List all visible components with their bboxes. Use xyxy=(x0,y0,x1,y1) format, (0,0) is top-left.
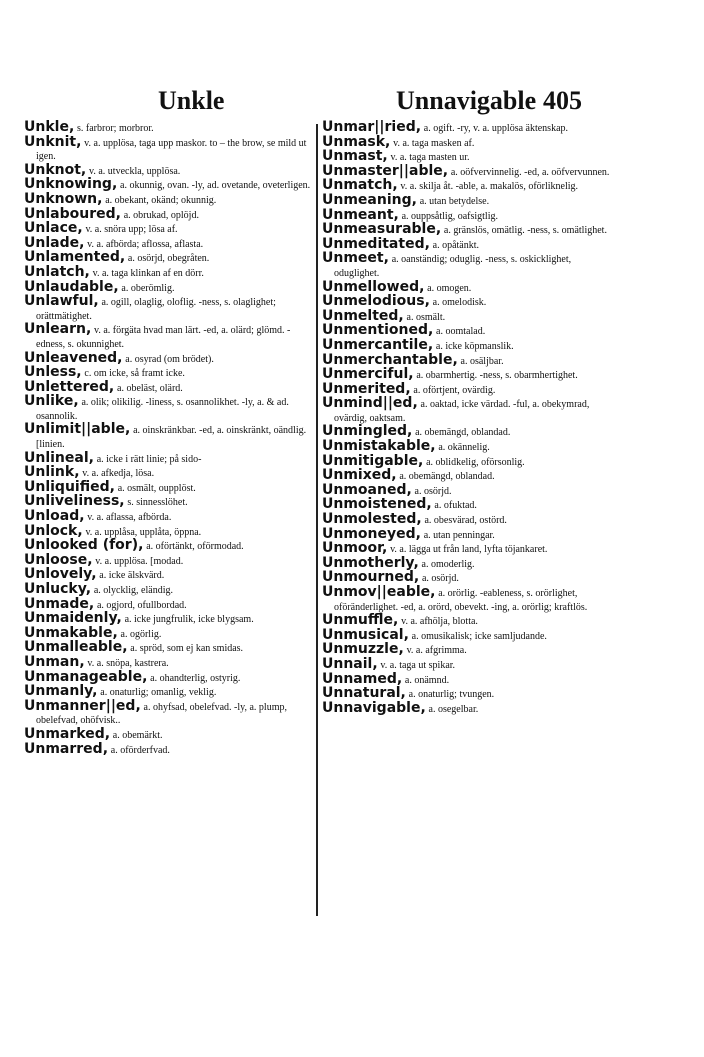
entry-definition: v. a. förgäta hvad man lärt. -ed, a. olärd; glömd. -edness, s. okunnighet. xyxy=(36,325,291,350)
dictionary-entry xyxy=(24,295,318,323)
entry-headword: Unmoneyed, xyxy=(322,525,421,542)
right-running-head: Unnavigable xyxy=(396,86,537,115)
entry-definition: v. a. upplåsa, upplåta, öppna. xyxy=(85,526,202,538)
entry-definition: a. ogörlig. xyxy=(120,628,162,640)
entry-definition: a. oförderfvad. xyxy=(110,744,170,756)
entry-headword: Unknit, xyxy=(24,133,82,150)
entry-definition: a. obemängd, oblandad. xyxy=(415,427,511,439)
entry-headword: Unmuzzle, xyxy=(322,641,404,658)
entry-headword: Unlooked (for), xyxy=(24,537,144,554)
entry-definition: a. okunnig, ovan. -ly, ad. ovetande, oveterligen. xyxy=(120,180,311,192)
entry-headword: Unlawful, xyxy=(24,293,99,310)
entry-headword: Unknot, xyxy=(24,161,87,178)
entry-headword: Unmotherly, xyxy=(322,554,419,571)
entry-definition: a. ogift. -ry, v. a. upplösa äktenskap. xyxy=(423,123,569,134)
dictionary-entry xyxy=(322,586,618,614)
entry-headword: Unnatural, xyxy=(322,685,406,702)
entry-definition: a. icke köpmanslik. xyxy=(435,340,514,352)
column-divider xyxy=(316,124,318,916)
entry-headword: Unlaudable, xyxy=(24,278,119,295)
entry-definition: s. sinnesslöhet. xyxy=(127,497,188,509)
entry-definition: v. a. taga klinkan af en dörr. xyxy=(92,267,204,279)
entry-definition: v. a. upplösa, taga upp maskor. to – the brow, se mild ut igen. xyxy=(36,137,307,163)
entry-definition: a. ohandterlig, ostyrig. xyxy=(150,672,241,684)
dictionary-entry xyxy=(322,699,618,717)
entry-definition: a. oblidkelig, oförsonlig. xyxy=(426,456,525,468)
entry-definition: a. obrukad, oplöjd. xyxy=(123,209,199,221)
entry-headword: Unleavened, xyxy=(24,349,123,366)
entry-headword: Unlink, xyxy=(24,464,80,481)
entry-headword: Unlovely, xyxy=(24,566,97,583)
entry-headword: Unlaboured, xyxy=(24,205,121,222)
entry-headword: Unmelodious, xyxy=(322,293,430,310)
entry-headword: Unlike, xyxy=(24,393,79,410)
entry-headword: Unmaidenly, xyxy=(24,610,122,627)
entry-definition: a. oomtalad. xyxy=(436,326,486,338)
entry-headword: Unmourned, xyxy=(322,569,420,586)
entry-headword: Unmakable, xyxy=(24,624,118,641)
entry-headword: Unkle, xyxy=(24,119,75,135)
entry-definition: s. farbror; morbror. xyxy=(77,123,154,134)
entry-headword: Unmeet, xyxy=(322,250,389,267)
entry-definition: a. olik; olikilig. -liness, s. osannolikhet. -ly, a. & ad. osannolik. xyxy=(36,397,289,422)
entry-headword: Unnavigable, xyxy=(322,699,426,716)
entry-headword: Unmarked, xyxy=(24,725,111,742)
entry-definition: a. osörjd. xyxy=(414,485,452,497)
entry-headword: Unmade, xyxy=(24,595,95,612)
entry-headword: Unmuffle, xyxy=(322,612,399,629)
entry-headword: Unmerchantable, xyxy=(322,351,458,368)
entry-definition: a. utan betydelse. xyxy=(419,195,490,207)
entry-headword: Unlade, xyxy=(24,234,85,251)
entry-definition: a. obemängd, oblandad. xyxy=(399,471,495,483)
entry-definition: a. okännelig. xyxy=(438,442,490,454)
entry-headword: Unmentioned, xyxy=(322,322,434,339)
entry-headword: Unmercantile, xyxy=(322,336,434,353)
right-column xyxy=(322,121,618,716)
entry-definition: v. a. aflassa, afbörda. xyxy=(87,512,172,524)
entry-definition: a. oförtänkt, oförmodad. xyxy=(146,541,244,553)
entry-headword: Unmanageable, xyxy=(24,668,148,685)
entry-headword: Unloose, xyxy=(24,551,93,568)
entry-definition: a. ogjord, ofullbordad. xyxy=(96,599,187,611)
entry-headword: Unmeant, xyxy=(322,206,399,223)
entry-definition: v. a. skilja åt. -able, a. makalös, oförliknelig. xyxy=(400,181,579,193)
entry-headword: Unmalleable, xyxy=(24,639,128,656)
entry-headword: Unmanner||ed, xyxy=(24,697,141,714)
entry-definition: a. orörlig. -eableness, s. orörlighet, oföränderlighet. -ed, a. orörd, obevekt. -ing, a. orörlig; kraftlös. xyxy=(334,588,588,613)
entry-definition: a. oaktad, icke värdad. -ful, a. obekymrad, ovärdig, oaktsam. xyxy=(334,399,590,424)
entry-headword: Unload, xyxy=(24,508,85,525)
entry-definition: v. a. upplösa. [modad. xyxy=(95,555,184,567)
entry-definition: v. a. afbörda; aflossa, aflasta. xyxy=(87,238,204,250)
entry-definition: a. ouppsåtlig, oafsigtlig. xyxy=(401,210,498,222)
entry-headword: Unknowing, xyxy=(24,176,118,193)
entry-definition: a. onaturlig; omanlig, veklig. xyxy=(100,687,217,699)
dictionary-entry xyxy=(24,395,318,423)
page-number: 405 xyxy=(543,86,582,115)
entry-definition: a. ofuktad. xyxy=(434,500,477,512)
entry-headword: Unnail, xyxy=(322,655,378,672)
entry-definition: a. oberömlig. xyxy=(121,282,175,294)
dictionary-entry xyxy=(24,423,318,451)
entry-headword: Unmingled, xyxy=(322,423,413,440)
entry-headword: Unmoaned, xyxy=(322,481,412,498)
entry-headword: Unmoistened, xyxy=(322,496,432,513)
entry-definition: a. osmält. xyxy=(406,311,446,323)
entry-definition: a. utan penningar. xyxy=(423,529,495,541)
entry-definition: a. omusikalisk; icke samljudande. xyxy=(411,630,547,642)
entry-headword: Unmast, xyxy=(322,148,388,165)
dictionary-entry xyxy=(24,740,318,758)
entry-definition: a. omelodisk. xyxy=(432,297,487,309)
dictionary-entry xyxy=(322,397,618,425)
entry-headword: Unliquified, xyxy=(24,478,115,495)
entry-headword: Unmelted, xyxy=(322,307,404,324)
entry-definition: a. obeläst, olärd. xyxy=(117,382,183,394)
entry-definition: v. a. afhölja, blotta. xyxy=(401,616,478,628)
entry-headword: Unlamented, xyxy=(24,249,126,266)
entry-headword: Unlearn, xyxy=(24,321,92,338)
entry-headword: Unmitigable, xyxy=(322,452,424,469)
entry-definition: a. osörjd, obegråten. xyxy=(127,253,210,265)
entry-headword: Unman, xyxy=(24,653,85,670)
entry-definition: c. om icke, så framt icke. xyxy=(84,368,185,380)
left-running-head: Unkle xyxy=(158,86,225,115)
entry-definition: a. oinskränkbar. -ed, a. oinskränkt, oändlig. [linien. xyxy=(36,425,307,451)
entry-headword: Unmatch, xyxy=(322,177,398,194)
entry-definition: a. onämnd. xyxy=(404,674,450,686)
entry-headword: Unlock, xyxy=(24,522,83,539)
entry-headword: Unless, xyxy=(24,364,82,381)
entry-headword: Unlatch, xyxy=(24,263,90,280)
dictionary-entry xyxy=(322,252,618,280)
entry-definition: a. oöfvervinnelig. -ed, a. oöfvervunnen. xyxy=(450,166,610,178)
entry-headword: Unlucky, xyxy=(24,581,92,597)
entry-definition: a. opåtänkt. xyxy=(432,239,480,251)
entry-headword: Unmanly, xyxy=(24,683,98,700)
entry-headword: Unlace, xyxy=(24,220,83,237)
dictionary-entry xyxy=(24,133,318,164)
entry-definition: a. onaturlig; tvungen. xyxy=(408,689,495,701)
entry-definition: a. obekant, okänd; okunnig. xyxy=(105,194,217,206)
entry-definition: v. a. lägga ut från land, lyfta töjankaret. xyxy=(390,544,548,556)
entry-definition: v. a. utveckla, upplösa. xyxy=(89,165,181,177)
entry-headword: Unknown, xyxy=(24,190,103,207)
page-header xyxy=(0,86,704,118)
entry-definition: v. a. afkedja, lösa. xyxy=(82,468,155,480)
entry-definition: a. obarmhertig. -ness, s. obarmhertighet. xyxy=(416,370,578,382)
entry-headword: Unmusical, xyxy=(322,626,409,643)
entry-headword: Unmarred, xyxy=(24,740,109,757)
entry-headword: Unmind||ed, xyxy=(322,395,418,412)
entry-definition: a. icke älskvärd. xyxy=(99,570,165,582)
entry-definition: a. osyrad (om brödet). xyxy=(125,353,214,365)
entry-definition: a. icke jungfrulik, icke blygsam. xyxy=(124,614,254,626)
entry-headword: Unliveliness, xyxy=(24,493,125,510)
entry-headword: Unmeaning, xyxy=(322,191,417,208)
dictionary-entry xyxy=(24,323,318,351)
entry-definition: a. ohyfsad, obelefvad. -ly, a. plump, obelefvad, ohöfvisk.. xyxy=(36,701,287,727)
entry-headword: Unmask, xyxy=(322,133,391,150)
entry-headword: Unmolested, xyxy=(322,511,422,528)
entry-definition: a. osmält, oupplöst. xyxy=(117,482,196,494)
entry-definition: v. a. afgrimma. xyxy=(406,645,467,657)
entry-definition: a. spröd, som ej kan smidas. xyxy=(130,643,244,655)
entry-headword: Unlineal, xyxy=(24,449,94,466)
entry-definition: a. ogill, olaglig, oloflig. -ness, s. olaglighet; orättmätighet. xyxy=(36,297,276,322)
entry-headword: Unnamed, xyxy=(322,670,403,687)
entry-definition: v. a. snöpa, kastrera. xyxy=(87,657,169,669)
entry-headword: Unmeasurable, xyxy=(322,221,442,238)
entry-headword: Unlettered, xyxy=(24,378,115,395)
entry-headword: Unmeditated, xyxy=(322,235,430,252)
entry-headword: Unmellowed, xyxy=(322,278,425,295)
entry-definition: v. a. taga masten ur. xyxy=(390,152,470,164)
entry-definition: a. omogen. xyxy=(427,282,472,294)
entry-headword: Unmerciful, xyxy=(322,366,414,383)
entry-definition: a. oförtjent, ovärdig. xyxy=(413,384,496,396)
entry-definition: a. oanständig; oduglig. -ness, s. oskicklighet, oduglighet. xyxy=(334,254,572,279)
entry-definition: a. olycklig, eländig. xyxy=(93,585,173,596)
entry-definition: v. a. taga masken af. xyxy=(393,137,475,149)
entry-headword: Unlimit||able, xyxy=(24,421,131,438)
left-column xyxy=(24,121,318,757)
dictionary-entry xyxy=(24,697,318,728)
entry-headword: Unmistakable, xyxy=(322,438,436,455)
entry-headword: Unmerited, xyxy=(322,380,411,397)
entry-definition: a. osäljbar. xyxy=(460,355,504,367)
entry-definition: a. obesvärad, ostörd. xyxy=(424,515,507,527)
entry-definition: a. osörjd. xyxy=(421,573,459,585)
entry-headword: Unmaster||able, xyxy=(322,162,449,179)
entry-definition: a. osegelbar. xyxy=(428,703,479,715)
entry-headword: Unmixed, xyxy=(322,467,397,484)
entry-headword: Unmar||ried, xyxy=(322,119,422,135)
entry-definition: a. obemärkt. xyxy=(112,729,163,741)
entry-definition: v. a. snöra upp; lösa af. xyxy=(85,224,178,236)
entry-headword: Unmov||eable, xyxy=(322,584,436,600)
entry-definition: a. omoderlig. xyxy=(421,558,475,570)
entry-definition: a. gränslös, omätlig. -ness, s. omätlighet. xyxy=(443,225,607,237)
entry-definition: v. a. taga ut spikar. xyxy=(380,659,456,671)
entry-definition: a. icke i rätt linie; på sido- xyxy=(96,453,202,465)
entry-headword: Unmoor, xyxy=(322,540,388,557)
